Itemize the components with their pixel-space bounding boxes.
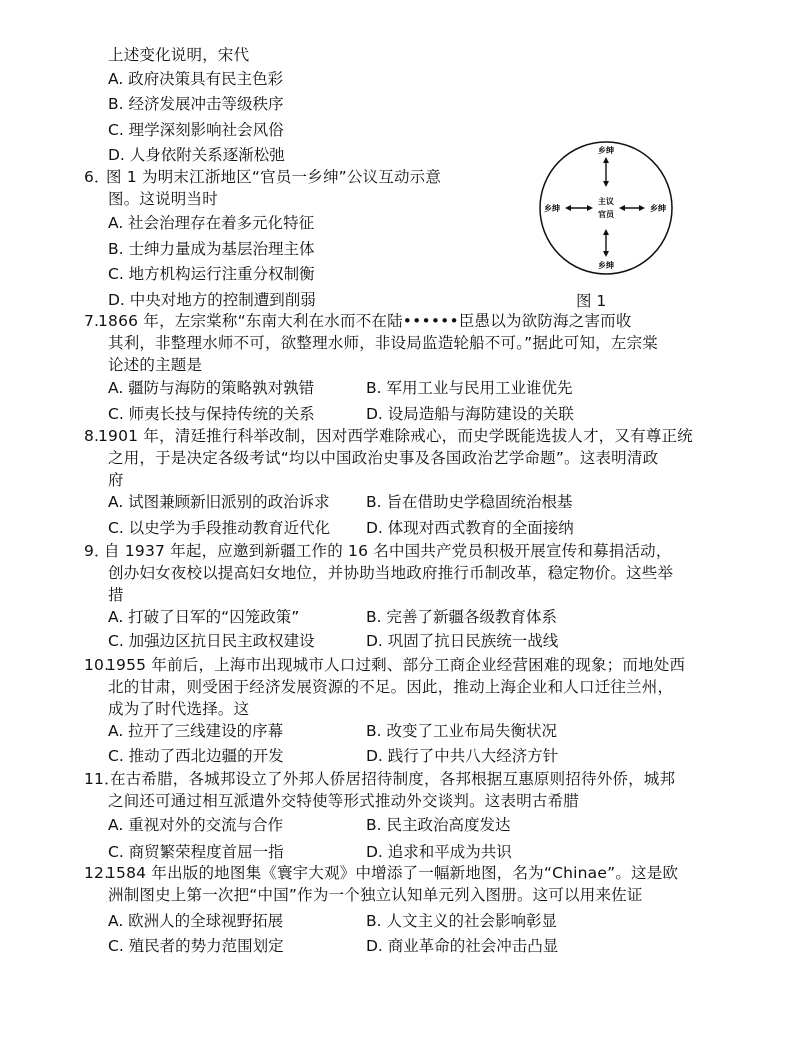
q12-option-a: A. 欧洲人的全球视野拓展 xyxy=(108,912,284,930)
q7-option-c: C. 师夷长技与保持传统的关系 xyxy=(108,405,315,423)
figure-caption: 图 1 xyxy=(576,292,607,310)
q7-stem-line-2: 其利，非整理水师不可，欲整理水师，非设局监造轮船不可。”据此可知，左宗棠 xyxy=(108,334,658,352)
q6-option-a: A. 社会治理存在着多元化特征 xyxy=(108,214,315,232)
q7-option-a: A. 疆防与海防的策略孰对孰错 xyxy=(108,379,315,397)
figure-label-center-bottom: 官员 xyxy=(598,210,614,219)
q8-option-a: A. 试图兼顾新旧派别的政治诉求 xyxy=(108,493,330,511)
q11-option-a: A. 重视对外的交流与合作 xyxy=(108,816,284,834)
q7-number: 7. xyxy=(84,312,100,330)
figure-label-top: 乡绅 xyxy=(598,146,614,155)
q9-option-c: C. 加强边区抗日民主政权建设 xyxy=(108,632,315,650)
q12-option-c: C. 殖民者的势力范围划定 xyxy=(108,937,284,955)
q8-stem-line-1: 1901 年，清廷推行科举改制，因对西学难除戒心，而史学既能选拔人才，又有尊正统 xyxy=(98,427,693,445)
q8-option-d: D. 体现对西式教育的全面接纳 xyxy=(366,519,574,537)
q5-stem-tail: 上述变化说明，宋代 xyxy=(108,46,250,64)
q10-number: 10. xyxy=(84,656,110,674)
q10-option-a: A. 拉开了三线建设的序幕 xyxy=(108,722,284,740)
q11-option-c: C. 商贸繁荣程度首屈一指 xyxy=(108,843,284,861)
q10-option-d: D. 践行了中共八大经济方针 xyxy=(366,747,559,765)
q11-stem-line-1: 在古希腊，各城邦设立了外邦人侨居招待制度，各邦根据互惠原则招待外侨，城邦 xyxy=(110,770,676,788)
q9-number: 9． xyxy=(84,542,110,560)
q6-number: 6． xyxy=(84,168,110,186)
q8-option-c: C. 以史学为手段推动教育近代化 xyxy=(108,519,331,537)
q10-stem-line-3: 成为了时代选择。这 xyxy=(108,700,250,718)
q12-number: 12. xyxy=(84,864,110,882)
q11-option-d: D. 追求和平成为共识 xyxy=(366,843,512,861)
q12-stem-line-1: 1584 年出版的地图集《寰宇大观》中增添了一幅新地图，名为“Chinae”。这是欧 xyxy=(106,864,679,882)
q5-option-a: A. 政府决策具有民主色彩 xyxy=(108,70,284,88)
q5-option-d: D. 人身依附关系逐渐松弛 xyxy=(108,146,285,164)
q5-option-c: C. 理学深刻影响社会风俗 xyxy=(108,121,284,139)
q9-option-d: D. 巩固了抗日民族统一战线 xyxy=(366,632,559,650)
q9-stem-line-3: 措 xyxy=(108,586,124,604)
q5-option-b: B. 经济发展冲击等级秩序 xyxy=(108,95,284,113)
q7-option-b: B. 军用工业与民用工业谁优先 xyxy=(366,379,573,397)
figure-1-diagram xyxy=(538,140,674,276)
q9-option-a: A. 打破了日军的“囚笼政策” xyxy=(108,608,300,626)
q12-stem-line-2: 洲制图史上第一次把“中国”作为一个独立认知单元列入图册。这可以用来佐证 xyxy=(108,886,643,904)
q6-option-c: C. 地方机构运行注重分权制衡 xyxy=(108,265,315,283)
q9-option-b: B. 完善了新疆各级教育体系 xyxy=(366,608,557,626)
figure-label-bottom: 乡绅 xyxy=(598,261,614,270)
q10-stem-line-2: 北的甘肃，则受困于经济发展资源的不足。因此，推动上海企业和人口迁往兰州， xyxy=(108,678,674,696)
q7-stem-line-3: 论述的主题是 xyxy=(108,356,203,374)
q8-stem-line-2: 之用，于是决定各级考试“均以中国政治史事及各国政治艺学命题”。这表明清政 xyxy=(108,449,659,467)
q8-number: 8. xyxy=(84,427,100,445)
q10-stem-line-1: 1955 年前后，上海市出现城市人口过剩、部分工商企业经营困难的现象；而地处西 xyxy=(106,656,686,674)
q8-stem-line-3: 府 xyxy=(108,471,124,489)
q11-number: 11． xyxy=(84,770,120,788)
q12-option-b: B. 人文主义的社会影响彰显 xyxy=(366,912,557,930)
figure-label-left: 乡绅 xyxy=(544,204,560,213)
q11-stem-line-2: 之间还可通过相互派遣外交特使等形式推动外交谈判。这表明古希腊 xyxy=(108,792,580,810)
q7-stem-line-1: 1866 年，左宗棠称“东南大利在水而不在陆••••••臣愚以为欲防海之害而收 xyxy=(98,312,632,330)
q6-option-d: D. 中央对地方的控制遭到削弱 xyxy=(108,291,316,309)
q6-stem-line-2: 图。这说明当时 xyxy=(108,190,218,208)
q10-option-b: B. 改变了工业布局失衡状况 xyxy=(366,722,557,740)
figure-label-right: 乡绅 xyxy=(650,204,666,213)
q6-stem-line-1: 图 1 为明末江浙地区“官员一乡绅”公议互动示意 xyxy=(106,168,442,186)
q9-stem-line-1: 自 1937 年起，应邀到新疆工作的 16 名中国共产党员积极开展宣传和募捐活动， xyxy=(104,542,672,560)
q8-option-b: B. 旨在借助史学稳固统治根基 xyxy=(366,493,573,511)
q6-option-b: B. 士绅力量成为基层治理主体 xyxy=(108,240,315,258)
q9-stem-line-2: 创办妇女夜校以提高妇女地位，并协助当地政府推行币制改革，稳定物价。这些举 xyxy=(108,564,674,582)
figure-label-center-top: 主议 xyxy=(598,197,614,206)
q12-option-d: D. 商业革命的社会冲击凸显 xyxy=(366,937,559,955)
q7-option-d: D. 设局造船与海防建设的关联 xyxy=(366,405,574,423)
q10-option-c: C. 推动了西北边疆的开发 xyxy=(108,747,284,765)
q11-option-b: B. 民主政治高度发达 xyxy=(366,816,511,834)
